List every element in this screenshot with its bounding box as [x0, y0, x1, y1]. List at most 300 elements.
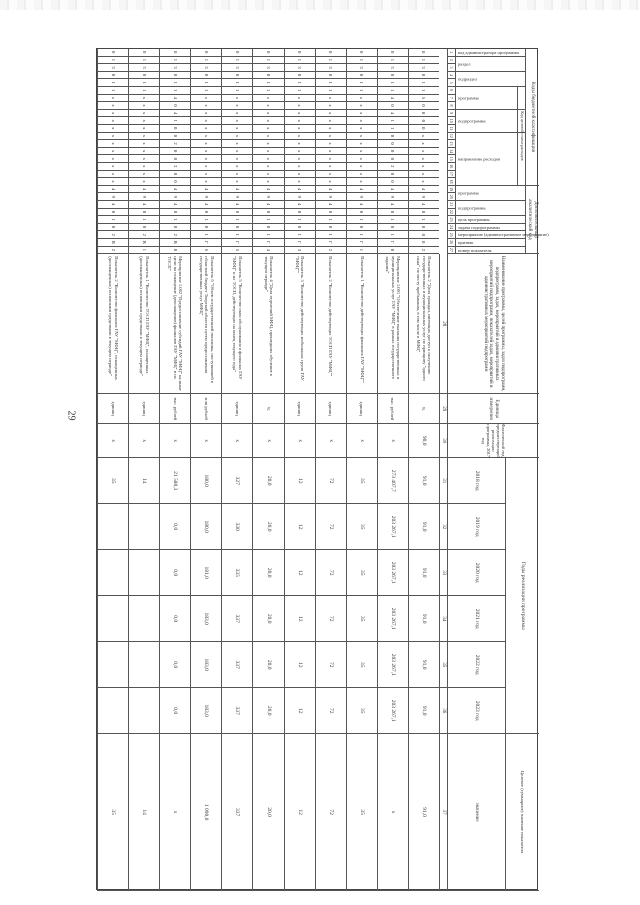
- col-number: 13: [447, 140, 455, 148]
- row-year-value: 91,0: [408, 504, 439, 550]
- code-cell: x: [284, 117, 315, 125]
- code-cell: x: [128, 178, 159, 186]
- row-year-value: 180,0: [190, 458, 221, 504]
- code-cell: 0: [284, 72, 315, 80]
- code-cell: 0: [159, 178, 190, 186]
- code-cell: 3: [284, 64, 315, 72]
- col-number: 7: [447, 95, 455, 103]
- header-expense-code: Код целевой статьи расходов: [517, 87, 525, 186]
- code-cell: 1: [252, 216, 283, 224]
- code-cell: 0: [377, 148, 408, 156]
- code-cell: 1: [284, 57, 315, 65]
- code-cell: x: [190, 163, 221, 171]
- code-cell: 1: [128, 87, 159, 95]
- col-number: 20: [447, 193, 455, 201]
- row-name: Показатель 1 "Количество действующих филиалов ГАУ "МФЦ"": [346, 254, 377, 394]
- header-code-label: цель программы: [458, 216, 490, 222]
- row-year-value: [97, 504, 128, 550]
- code-cell: 0: [97, 72, 128, 80]
- code-cell: x: [252, 117, 283, 125]
- code-cell: 4: [159, 110, 190, 118]
- row-year-value: 12: [284, 688, 315, 734]
- code-cell: x: [190, 117, 221, 125]
- code-cell: 1: [315, 57, 346, 65]
- code-cell: 0: [159, 155, 190, 163]
- code-cell: x: [190, 148, 221, 156]
- code-cell: 4: [221, 201, 252, 209]
- code-cell: 9: [284, 193, 315, 201]
- header-code-3: [455, 87, 525, 110]
- row-year-value: 0,0: [159, 596, 190, 642]
- code-cell: 4: [377, 186, 408, 194]
- code-cell: x: [284, 178, 315, 186]
- row-year-value: [128, 504, 159, 550]
- code-cell: x: [128, 125, 159, 133]
- row-year-value: 203 267,1: [377, 596, 408, 642]
- code-cell: x: [252, 133, 283, 141]
- code-cell: x: [221, 155, 252, 163]
- code-cell: 1: [315, 79, 346, 87]
- code-cell: 2: [159, 231, 190, 239]
- code-cell: 3: [159, 64, 190, 72]
- row-year-value: 20,0: [252, 596, 283, 642]
- code-cell: x: [284, 110, 315, 118]
- header-code-4: [455, 110, 525, 133]
- row-year-value: 330: [221, 504, 252, 550]
- page-number: 29: [65, 410, 77, 421]
- header-code-label: код администратора программы: [458, 49, 520, 55]
- code-cell: x: [252, 155, 283, 163]
- code-cell: x: [221, 140, 252, 148]
- row-unit: единиц: [315, 394, 346, 424]
- code-cell: x: [346, 102, 377, 110]
- code-cell: 4: [221, 186, 252, 194]
- program-table: [96, 48, 549, 890]
- row-fact: x: [190, 424, 221, 458]
- row-year-value: 203 267,1: [377, 688, 408, 734]
- row-year-value: 12: [284, 642, 315, 688]
- code-cell: 1: [377, 117, 408, 125]
- col-number: 33: [439, 550, 447, 596]
- code-cell: 0: [408, 72, 439, 80]
- code-cell: x: [190, 155, 221, 163]
- code-cell: 0: [408, 231, 439, 239]
- code-cell: x: [346, 171, 377, 179]
- header-code-analytic: Дополнительный аналитический код: [525, 186, 539, 254]
- row-fact: x: [252, 424, 283, 458]
- col-number: 17: [447, 171, 455, 179]
- code-cell: 0: [346, 224, 377, 232]
- row-year-value: 327: [221, 458, 252, 504]
- row-fact: x: [284, 424, 315, 458]
- code-cell: x: [252, 102, 283, 110]
- code-cell: 0: [377, 247, 408, 255]
- row-unit: единиц: [346, 394, 377, 424]
- code-cell: 1: [315, 216, 346, 224]
- row-target: 72: [315, 734, 346, 891]
- header-code-label: мероприятие (административное мероприятие): [458, 232, 549, 238]
- code-cell: 0: [128, 72, 159, 80]
- header-target: Целевое (суммарное) значение показателя: [505, 734, 539, 891]
- code-cell: 1: [97, 216, 128, 224]
- code-cell: x: [252, 163, 283, 171]
- code-cell: x: [346, 117, 377, 125]
- row-year-value: 20,0: [252, 688, 283, 734]
- col-number: 31: [439, 458, 447, 504]
- code-cell: 2: [97, 231, 128, 239]
- row-year-value: 72: [315, 504, 346, 550]
- row-year-value: 14: [128, 458, 159, 504]
- row-target: x: [377, 734, 408, 891]
- col-number: 8: [447, 102, 455, 110]
- col-number: 1: [447, 49, 455, 57]
- code-cell: 0: [252, 49, 283, 57]
- code-cell: 0: [190, 224, 221, 232]
- row-year-value: 180,0: [190, 504, 221, 550]
- code-cell: 1: [190, 57, 221, 65]
- code-cell: 4: [97, 186, 128, 194]
- row-fact: x: [128, 424, 159, 458]
- code-cell: 1: [159, 79, 190, 87]
- row-fact: x: [159, 424, 190, 458]
- code-cell: 0: [377, 133, 408, 141]
- row-unit: единиц: [284, 394, 315, 424]
- row-fact: x: [221, 424, 252, 458]
- code-cell: x: [315, 178, 346, 186]
- code-cell: 0: [190, 49, 221, 57]
- code-cell: x: [346, 155, 377, 163]
- col-number: 21: [447, 201, 455, 209]
- row-year-value: 91,0: [408, 642, 439, 688]
- code-cell: x: [315, 102, 346, 110]
- code-cell: 0: [377, 178, 408, 186]
- code-cell: 4: [346, 201, 377, 209]
- row-year-value: 35: [346, 596, 377, 642]
- row-name: Показатель 5 "Количество окон обслуживания в филиалах ГАУ "МФЦ" и их ТОСП, действующих на конец текущего года": [221, 254, 252, 394]
- col-number: 6: [447, 87, 455, 95]
- code-cell: 0: [408, 102, 439, 110]
- code-cell: 0: [408, 125, 439, 133]
- code-cell: x: [346, 110, 377, 118]
- row-unit: единиц: [97, 394, 128, 424]
- code-cell: x: [128, 148, 159, 156]
- code-cell: 0: [284, 49, 315, 57]
- code-cell: Г: [284, 239, 315, 247]
- code-cell: x: [190, 133, 221, 141]
- col-number: 29: [439, 394, 447, 424]
- code-cell: 0: [128, 209, 159, 217]
- row-year-value: 35: [346, 642, 377, 688]
- header-code-label: признак: [458, 239, 474, 245]
- col-number: 25: [447, 231, 455, 239]
- col-number: 11: [447, 125, 455, 133]
- code-cell: x: [97, 133, 128, 141]
- code-cell: 0: [284, 209, 315, 217]
- code-cell: 2: [128, 231, 159, 239]
- code-cell: x: [190, 95, 221, 103]
- row-year-value: 0,0: [159, 550, 190, 596]
- code-cell: 0: [221, 49, 252, 57]
- row-unit: тыс. рублей: [377, 394, 408, 424]
- code-cell: x: [284, 148, 315, 156]
- code-cell: 3: [221, 64, 252, 72]
- code-cell: 0: [252, 209, 283, 217]
- code-cell: 0: [408, 117, 439, 125]
- code-cell: 2: [159, 163, 190, 171]
- row-year-value: [128, 688, 159, 734]
- col-number: 36: [439, 688, 447, 734]
- code-cell: x: [408, 140, 439, 148]
- code-cell: 0: [408, 224, 439, 232]
- code-cell: 4: [252, 247, 283, 255]
- code-cell: x: [97, 125, 128, 133]
- code-cell: 0: [377, 49, 408, 57]
- code-cell: 1: [221, 57, 252, 65]
- row-year-value: 20,0: [252, 550, 283, 596]
- row-year-value: 91,0: [408, 596, 439, 642]
- row-year-value: 35: [346, 550, 377, 596]
- code-cell: 4: [408, 201, 439, 209]
- code-cell: 4: [284, 186, 315, 194]
- code-cell: 9: [190, 193, 221, 201]
- code-cell: 1: [128, 216, 159, 224]
- header-code-label: подраздел: [458, 76, 478, 82]
- code-cell: 1: [315, 231, 346, 239]
- code-cell: 4: [377, 95, 408, 103]
- header-fact: Фактический год, предшествующий реализации программы, 2017 год: [447, 424, 539, 458]
- code-cell: 2: [315, 247, 346, 255]
- header-code-8: [455, 216, 525, 224]
- code-cell: Г: [377, 239, 408, 247]
- code-cell: 0: [128, 224, 159, 232]
- code-cell: 1: [408, 79, 439, 87]
- col-number: 34: [439, 596, 447, 642]
- code-cell: x: [252, 171, 283, 179]
- code-cell: 1: [190, 231, 221, 239]
- row-year-value: 20,0: [252, 642, 283, 688]
- code-cell: 4: [252, 201, 283, 209]
- code-cell: 4: [408, 186, 439, 194]
- code-cell: x: [284, 125, 315, 133]
- header-name: Наименование программы, целей программы, задач подпрограмм, подпрограмм, задач, мероприятий и административных мероприятий подпрограмм, показателей задач, мероприятий и административных мероприятий подпрограмм: [447, 254, 539, 394]
- col-number: 15: [447, 155, 455, 163]
- code-cell: x: [284, 155, 315, 163]
- code-cell: 1: [408, 216, 439, 224]
- code-cell: x: [128, 117, 159, 125]
- row-year-value: 72: [315, 596, 346, 642]
- row-target: 1 090,0: [190, 734, 221, 891]
- row-name: Показатель 6 "Объем государственной пошлины, поступившей в областной бюджет Тверской области путем предоставления государственных услуг МФЦ": [190, 254, 221, 394]
- code-cell: x: [284, 171, 315, 179]
- code-cell: x: [128, 110, 159, 118]
- code-cell: 1: [377, 216, 408, 224]
- row-year-value: 21 580,3: [159, 458, 190, 504]
- code-cell: 0: [159, 49, 190, 57]
- header-code-label: задача подпрограммы: [458, 224, 500, 230]
- row-name: Показатель 1 "Количество ТОСП ГАУ "МФЦ", оснащенных (дооснащенных) основными средствами в текущем периоде": [128, 254, 159, 394]
- code-cell: Г: [221, 239, 252, 247]
- code-cell: x: [221, 148, 252, 156]
- row-year-value: 72: [315, 458, 346, 504]
- code-cell: 1: [221, 79, 252, 87]
- code-cell: 1: [159, 57, 190, 65]
- code-cell: 9: [252, 193, 283, 201]
- code-cell: 0: [159, 102, 190, 110]
- code-cell: 0: [252, 72, 283, 80]
- code-cell: x: [190, 125, 221, 133]
- code-cell: x: [190, 102, 221, 110]
- code-cell: 9: [128, 193, 159, 201]
- header-year: 2019 год: [447, 504, 505, 550]
- row-unit: единиц: [221, 394, 252, 424]
- code-cell: 0: [377, 209, 408, 217]
- header-code-12: [455, 247, 525, 255]
- row-year-value: 337: [221, 688, 252, 734]
- row-name: Показатель 3 "Количество действующих мобильных групп ГАУ "МФЦ"": [284, 254, 315, 394]
- code-cell: 4: [346, 186, 377, 194]
- code-cell: x: [315, 148, 346, 156]
- code-cell: Г: [252, 239, 283, 247]
- code-cell: 1: [252, 87, 283, 95]
- code-cell: x: [252, 148, 283, 156]
- code-cell: 0: [408, 110, 439, 118]
- row-year-value: 35: [97, 458, 128, 504]
- row-year-value: 91,0: [408, 550, 439, 596]
- code-cell: Г: [190, 239, 221, 247]
- code-cell: 9: [315, 193, 346, 201]
- code-cell: 4: [190, 186, 221, 194]
- code-cell: 0: [97, 49, 128, 57]
- code-cell: 1: [377, 57, 408, 65]
- row-year-value: 0,0: [159, 688, 190, 734]
- code-cell: 2: [408, 247, 439, 255]
- code-cell: 0: [159, 247, 190, 255]
- code-cell: x: [190, 178, 221, 186]
- code-cell: x: [97, 148, 128, 156]
- header-code-10: [455, 231, 549, 239]
- row-target: x: [159, 734, 190, 891]
- code-cell: 0: [159, 125, 190, 133]
- header-code-label: раздел: [458, 61, 471, 67]
- col-number: 27: [447, 247, 455, 255]
- header-code-label: подпрограмма: [458, 118, 486, 124]
- code-cell: 3: [252, 64, 283, 72]
- code-cell: В: [97, 239, 128, 247]
- code-cell: 0: [408, 49, 439, 57]
- row-name: Показатель 2 "Доля граждан, имеющих доступ к получению государственных и муниципальных услуг по принципу "одного окна" по месту пребывания, в том числе в МФЦ": [408, 254, 439, 394]
- code-cell: x: [315, 163, 346, 171]
- code-cell: 4: [128, 186, 159, 194]
- code-cell: x: [346, 125, 377, 133]
- header-code-7: [455, 201, 525, 216]
- code-cell: x: [315, 155, 346, 163]
- row-year-value: 273 407,7: [377, 458, 408, 504]
- code-cell: 0: [408, 209, 439, 217]
- code-cell: x: [97, 110, 128, 118]
- col-number: 32: [439, 504, 447, 550]
- code-cell: 1: [346, 87, 377, 95]
- code-cell: x: [315, 171, 346, 179]
- row-year-value: 12: [284, 458, 315, 504]
- col-number: 28: [439, 254, 447, 394]
- header-target-value: значение: [447, 734, 505, 891]
- code-cell: x: [97, 102, 128, 110]
- code-cell: 1: [284, 231, 315, 239]
- header-code-label: подпрограмма: [458, 205, 486, 211]
- code-cell: x: [97, 117, 128, 125]
- row-year-value: 183,0: [190, 688, 221, 734]
- row-year-value: 91,0: [408, 688, 439, 734]
- row-year-value: 183,0: [190, 596, 221, 642]
- col-number: 23: [447, 216, 455, 224]
- col-number: 14: [447, 148, 455, 156]
- code-cell: 4: [377, 110, 408, 118]
- row-target: 20,0: [252, 734, 283, 891]
- col-number: 22: [447, 209, 455, 217]
- header-code-budget: Коды бюджетной классификации: [525, 49, 539, 186]
- code-cell: 9: [159, 193, 190, 201]
- col-number: 5: [447, 79, 455, 87]
- code-cell: 3: [408, 64, 439, 72]
- code-cell: x: [97, 95, 128, 103]
- code-cell: 1: [408, 87, 439, 95]
- code-cell: 4: [159, 95, 190, 103]
- code-cell: x: [346, 133, 377, 141]
- code-cell: x: [315, 125, 346, 133]
- code-cell: x: [252, 125, 283, 133]
- code-cell: x: [221, 110, 252, 118]
- col-number: 12: [447, 133, 455, 141]
- code-cell: x: [408, 133, 439, 141]
- code-cell: 1: [159, 87, 190, 95]
- code-cell: 0: [377, 224, 408, 232]
- code-cell: 1: [377, 231, 408, 239]
- code-cell: 4: [315, 186, 346, 194]
- row-fact: x: [346, 424, 377, 458]
- row-unit: тыс. рублей: [159, 394, 190, 424]
- row-year-value: 183,0: [190, 642, 221, 688]
- code-cell: 0: [159, 209, 190, 217]
- code-cell: x: [346, 95, 377, 103]
- code-cell: x: [128, 95, 159, 103]
- row-year-value: 203 267,1: [377, 550, 408, 596]
- code-cell: 4: [315, 201, 346, 209]
- code-cell: x: [346, 178, 377, 186]
- row-year-value: 20,0: [252, 458, 283, 504]
- code-cell: 1: [190, 79, 221, 87]
- header-code-0: [455, 49, 525, 57]
- col-number: 2: [447, 57, 455, 65]
- code-cell: 0: [97, 209, 128, 217]
- code-cell: 9: [346, 193, 377, 201]
- code-cell: 0: [190, 72, 221, 80]
- code-cell: 0: [377, 102, 408, 110]
- row-year-value: 72: [315, 550, 346, 596]
- row-year-value: [97, 596, 128, 642]
- row-year-value: 72: [315, 642, 346, 688]
- col-number: 10: [447, 117, 455, 125]
- code-cell: 1: [315, 87, 346, 95]
- row-unit: единиц: [128, 394, 159, 424]
- code-cell: 0: [221, 72, 252, 80]
- row-year-value: 335: [221, 550, 252, 596]
- row-year-value: 0,0: [159, 642, 190, 688]
- code-cell: 4: [252, 186, 283, 194]
- row-target: 14: [128, 734, 159, 891]
- code-cell: 1: [159, 117, 190, 125]
- row-name: Показатель 4 "Доля отделений МФЦ, прошедших обучение в текущем периоде": [252, 254, 283, 394]
- code-cell: 1: [346, 247, 377, 255]
